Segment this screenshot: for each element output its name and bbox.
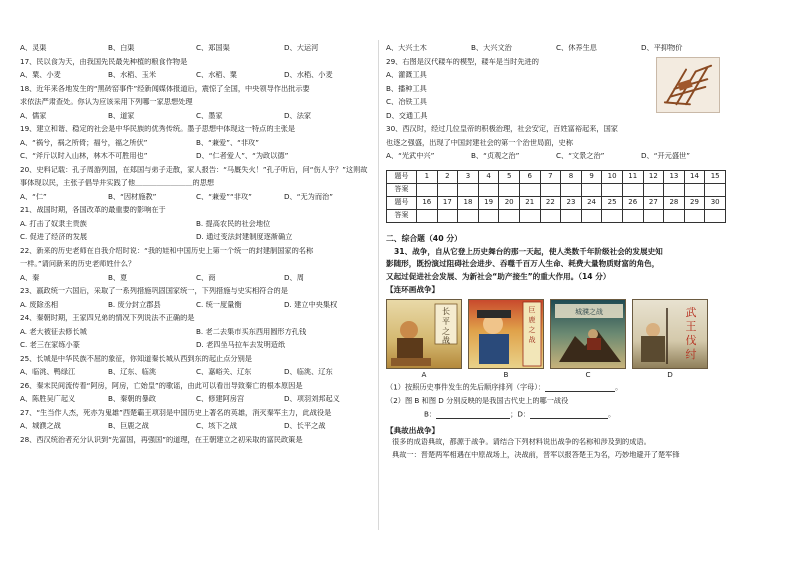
answer-cell[interactable] [417, 209, 438, 222]
table-row [387, 183, 726, 196]
answer-options [20, 112, 372, 126]
comic-label-c: C [585, 370, 591, 379]
answer-option[interactable]: C、垓下之战 [196, 422, 237, 430]
answer-table [386, 170, 726, 223]
question-line: 21、战国时期，各国改革的最重要的影响在于 [20, 206, 166, 214]
answer-option[interactable]: D. 建立中央集权 [284, 300, 338, 309]
question-number-cell: 4 [478, 170, 499, 183]
question-line: 30、西汉时，经过几位皇帝的积极治理，社会安定，百姓富裕起来，国家 [386, 125, 618, 133]
question-number-cell: 20 [499, 196, 520, 209]
answer-options [20, 422, 372, 436]
question-number-cell: 6 [519, 170, 540, 183]
answer-option[interactable]: A、“祸兮，祸之所倚；福兮，福之所伏” [20, 138, 148, 147]
answer-option[interactable]: B、道家 [108, 111, 135, 120]
answer-options [20, 274, 372, 288]
answer-options [20, 193, 372, 207]
question-line: 一样。”请问新来的历史老师姓什么？ [20, 260, 136, 268]
seed-drill-model-image [656, 57, 720, 113]
question-number-cell: 27 [643, 196, 664, 209]
answer-option[interactable]: C、郑国渠 [196, 44, 230, 52]
question-number-cell: 29 [684, 196, 705, 209]
svg-text:战: 战 [442, 336, 450, 345]
answer-option[interactable]: B、“贞观之治” [471, 152, 520, 160]
answer-options [386, 44, 726, 58]
answer-option[interactable]: C、“兼爱”“非攻” [196, 192, 252, 201]
answer-option[interactable]: A、粟、小麦 [20, 71, 61, 79]
answer-option[interactable]: B、“因材施教” [108, 192, 157, 201]
question-line: 23、嬴政统一六国后，采取了一系列措施巩固国家统一，下列措施与史实相符合的是 [20, 287, 288, 295]
answer-options [20, 395, 372, 409]
question-line: 18、近年来各地发生的“黑砖窑事件”经新闻媒体报道后，震惊了全国，中央领导作出批示要 [20, 84, 310, 93]
answer-options [386, 152, 726, 166]
answer-blank-b[interactable] [436, 410, 510, 419]
svg-text:纣: 纣 [685, 348, 697, 361]
question-number-cell: 14 [684, 170, 705, 183]
answer-cell[interactable] [643, 209, 664, 222]
answer-option[interactable]: C、水稻、粟 [196, 71, 237, 79]
answer-cell[interactable] [417, 183, 438, 196]
question-line: 28、西汉统治者充分认识到“先富国，再强国”的道理，在王朝建立之初采取的富民政策是 [20, 435, 303, 444]
answer-option[interactable]: D. 通过变法封建制度逐渐确立 [196, 233, 293, 241]
svg-text:之: 之 [528, 326, 536, 334]
answer-option[interactable]: D、“开元盛世” [641, 152, 690, 160]
question-number-cell: 19 [478, 196, 499, 209]
answer-option[interactable]: D、项羽刘邦起义 [284, 395, 340, 403]
answer-option[interactable]: B、辽东、临洮 [108, 368, 157, 376]
answer-cell[interactable] [643, 183, 664, 196]
answer-cell[interactable] [540, 209, 561, 222]
answer-cell[interactable] [437, 183, 458, 196]
answer-cell[interactable] [602, 183, 623, 196]
answer-cell[interactable] [622, 209, 643, 222]
answer-cell[interactable] [664, 209, 685, 222]
answer-option[interactable]: B、“兼爱”、“非攻” [196, 138, 259, 147]
question-number-cell: 25 [602, 196, 623, 209]
question-line: 27、“生当作人杰，死亦为鬼雄”西楚霸王项羽是中国历史上著名的英雄，消灭秦军主力，此战役是 [20, 408, 332, 417]
answer-option[interactable]: A、灵渠 [20, 44, 47, 52]
svg-text:平: 平 [442, 317, 450, 326]
table-row [387, 196, 726, 209]
question-number-cell: 9 [581, 170, 602, 183]
comic-heading: 【连环画战争】 [386, 285, 440, 294]
answer-options [20, 328, 372, 342]
answer-cell[interactable] [581, 183, 602, 196]
idiom-heading: 【典故出战争】 [386, 425, 440, 435]
answer-options [20, 71, 372, 85]
answer-option[interactable]: A、“仁” [20, 192, 47, 201]
answer-option[interactable]: D、平抑物价 [641, 44, 683, 52]
answer-option[interactable]: A、大兴土木 [386, 44, 427, 52]
answer-cell[interactable] [561, 209, 582, 222]
answer-option[interactable]: D、“无为而治” [284, 192, 333, 201]
answer-option[interactable]: D、法家 [284, 111, 312, 120]
idiom-intro: 很多的成语典故，都源于战争。请结合下列材料说出战争的名称和涉及到的成语。 [392, 437, 651, 446]
question-line: 24、秦朝时期，王家四兄弟的情况下列说法不正确的是 [20, 314, 195, 322]
comic-cover-a [386, 299, 462, 369]
answer-option[interactable]: C、墨家 [196, 111, 223, 120]
answer-options [20, 233, 372, 247]
question-number-cell: 12 [643, 170, 664, 183]
answer-cell[interactable] [458, 183, 479, 196]
answer-option[interactable]: D、长平之战 [284, 422, 326, 430]
answer-option[interactable]: A、临洮、鸭绿江 [20, 368, 76, 376]
answer-blank-1[interactable] [545, 383, 615, 392]
answer-options [20, 139, 372, 153]
question-number-cell: 1 [417, 170, 438, 183]
answer-options [20, 341, 372, 355]
question-line: B、播种工具 [386, 84, 427, 93]
question-number-cell: 3 [458, 170, 479, 183]
question-31-line: 又起过促进社会发展、为新社会“助产接生”的重大作用。（14 分） [386, 271, 611, 281]
answer-option[interactable]: C. 老三在家练小篆 [20, 341, 80, 349]
answer-options [20, 301, 372, 315]
question-31 [386, 246, 726, 284]
comic-covers [386, 299, 726, 369]
answer-blank-d[interactable] [530, 410, 608, 419]
question-line: 求依法严肃查处。你认为应该采用下列哪一家思想处理 [20, 98, 193, 106]
right-top-questions [386, 44, 726, 166]
comic-cover-c [550, 299, 626, 369]
answer-option[interactable]: A. 老大被征去修长城 [20, 327, 87, 336]
answer-option[interactable]: D、水稻、小麦 [284, 71, 333, 79]
answer-option[interactable]: A. 打击了奴隶主贵族 [20, 219, 87, 228]
answer-option[interactable]: B. 老二去集市买东西用圆形方孔钱 [196, 327, 307, 336]
answer-option[interactable]: C、嘉峪关、辽东 [196, 368, 252, 376]
answer-option[interactable]: C. 促进了经济的发展 [20, 233, 88, 241]
answer-cell[interactable] [705, 183, 726, 196]
answer-cell[interactable] [437, 209, 458, 222]
answer-option[interactable]: C、“文景之治” [556, 152, 605, 160]
sub-question-1: （1）按照历史事件发生的先后顺序排列（字母）： 。 [386, 383, 623, 392]
question-number-cell: 2 [437, 170, 458, 183]
answer-option[interactable]: A、秦 [20, 273, 40, 282]
svg-text:战: 战 [528, 336, 536, 344]
answer-cell[interactable] [561, 183, 582, 196]
svg-text:巨: 巨 [528, 306, 536, 314]
answer-option[interactable]: C、商 [196, 273, 216, 282]
comic-label-a: A [421, 370, 427, 379]
sub-question-1-text: （1）按照历史事件发生的先后顺序排列（字母）： [386, 383, 546, 392]
question-31-line: 影随形，既扮演过阻碍社会进步、吞噬千百万人生命、耗费大量物质财富的角色， [386, 259, 660, 268]
answer-option[interactable]: D、大运河 [284, 44, 319, 52]
answer-cell[interactable] [458, 209, 479, 222]
answer-option[interactable]: A. 废除丞相 [20, 300, 59, 309]
question-line: C、冶铁工具 [386, 98, 427, 106]
answer-option[interactable]: A、“光武中兴” [386, 152, 435, 160]
question-line: 25、长城是中华民族不屈的象征，你知道秦长城从西到东的起止点分别是 [20, 354, 252, 363]
answer-cell[interactable] [519, 183, 540, 196]
question-line: 20、史料记载：孔子周游列国，在郑国与弟子走散，家人报告：“马厩失火！”孔子听后，问“伤人乎？”这则故 [20, 165, 368, 174]
question-number-cell: 26 [622, 196, 643, 209]
question-31-line: 31、战争，自从它登上历史舞台的那一天起，使人类数千年阶级社会的发展史知 [394, 246, 663, 256]
question-number-cell: 11 [622, 170, 643, 183]
question-line: 22、新来的历史老师在自我介绍时说：“我的娃和中国历史上第一个统一的封建制国家的名称 [20, 246, 314, 255]
answer-option[interactable]: C、“斧斤以时入山林，林木不可胜用也” [20, 152, 148, 160]
table-row [387, 209, 726, 222]
answer-option[interactable]: A、儒家 [20, 111, 47, 120]
table-row [387, 170, 726, 183]
left-column [20, 44, 372, 449]
answer-option[interactable]: A、陈胜吴广起义 [20, 395, 76, 403]
svg-text:之: 之 [442, 327, 450, 336]
question-number-cell: 21 [519, 196, 540, 209]
comic-cover-title: 长 [442, 307, 450, 316]
comic-cover-d [632, 299, 708, 369]
answer-option[interactable]: D、周 [284, 273, 304, 282]
answer-cell[interactable] [478, 209, 499, 222]
answer-cell[interactable] [664, 183, 685, 196]
svg-text:鹿: 鹿 [528, 316, 536, 324]
answer-option[interactable]: B. 废分封立郡县 [108, 300, 161, 309]
answer-cell[interactable] [622, 183, 643, 196]
svg-text:伐: 伐 [685, 334, 697, 347]
answer-option[interactable]: B、巨鹿之战 [108, 422, 149, 430]
question-number-cell: 16 [417, 196, 438, 209]
question-line: A、灌溉工具 [386, 71, 427, 79]
table-header-cell: 题号 [387, 196, 417, 209]
table-header-cell: 题号 [387, 170, 417, 183]
answer-option[interactable]: D、临洮、辽东 [284, 368, 333, 376]
question-number-cell: 13 [664, 170, 685, 183]
question-line: D、交通工具 [386, 111, 428, 120]
answer-option[interactable]: D、“仁者爱人”、“为政以德” [196, 152, 289, 160]
table-header-cell: 答案 [387, 209, 417, 222]
answer-cell[interactable] [478, 183, 499, 196]
question-line: 26、秦末民间流传着“阿房，阿房，亡始皇”的歌谣，由此可以看出导致秦亡的根本原因是 [20, 381, 303, 390]
question-line: 也逐之强盛，出现了中国封建社会的第一个治世局面，史称 [386, 138, 573, 147]
table-header-cell: 答案 [387, 183, 417, 196]
question-line: 事体现以民，主张子倡导并实践了他＿＿＿＿＿＿＿＿的思想 [20, 179, 215, 187]
question-number-cell: 15 [705, 170, 726, 183]
right-column [386, 44, 726, 465]
answer-option[interactable]: B. 提高农民的社会地位 [196, 219, 271, 228]
idiom-story-1: 典故一：晋楚两军相遇在中原战场上，决战前，晋军以报答楚王为名，巧妙地避开了楚军锋 [392, 451, 680, 459]
question-line: 19、建立和谐、稳定的社会是中华民族的优秀传统。墨子思想中体现这一特点的主张是 [20, 125, 296, 133]
question-line: 17、民以食为天，由我国先民最先种植的粮食作物是 [20, 57, 188, 66]
question-number-cell: 18 [458, 196, 479, 209]
answer-option[interactable]: B、水稻、玉米 [108, 71, 157, 79]
question-number-cell: 8 [561, 170, 582, 183]
answer-cell[interactable] [602, 209, 623, 222]
comic-label-d: D [667, 370, 673, 379]
answer-cell[interactable] [499, 183, 520, 196]
answer-cell[interactable] [684, 209, 705, 222]
answer-options [20, 220, 372, 234]
svg-text:城濮之战: 城濮之战 [575, 308, 603, 316]
answer-option[interactable]: C、休养生息 [556, 44, 597, 52]
sub-question-2-answers: B： ；D： 。 [424, 410, 616, 419]
answer-cell[interactable] [540, 183, 561, 196]
answer-cell[interactable] [705, 209, 726, 222]
question-number-cell: 28 [664, 196, 685, 209]
question-number-cell: 10 [602, 170, 623, 183]
section-title: 二、综合题（40 分） [386, 233, 462, 243]
question-number-cell: 17 [437, 196, 458, 209]
answer-cell[interactable] [581, 209, 602, 222]
column-divider [378, 40, 379, 530]
question-number-cell: 22 [540, 196, 561, 209]
sub-question-2: （2）图 B 和图 D 分别反映的是我国古代史上的哪一战役 [386, 396, 569, 405]
question-number-cell: 23 [561, 196, 582, 209]
comic-labels [386, 369, 726, 381]
answer-option[interactable]: C. 统一度量衡 [196, 300, 242, 309]
question-number-cell: 30 [705, 196, 726, 209]
svg-text:武: 武 [685, 306, 697, 319]
answer-option[interactable]: A、城濮之战 [20, 422, 61, 430]
question-number-cell: 5 [499, 170, 520, 183]
answer-cell[interactable] [519, 209, 540, 222]
answer-option[interactable]: B、秦朝的暴政 [108, 395, 157, 403]
answer-option[interactable]: B、白渠 [108, 44, 135, 52]
comic-label-b: B [503, 370, 509, 379]
answer-option[interactable]: B、大兴文治 [471, 44, 512, 52]
question-number-cell: 7 [540, 170, 561, 183]
answer-option[interactable]: B、夏 [108, 273, 128, 282]
answer-option[interactable]: D. 老四坐马拉车去发明造纸 [196, 341, 286, 349]
question-number-cell: 24 [581, 196, 602, 209]
answer-cell[interactable] [499, 209, 520, 222]
answer-options [20, 44, 372, 58]
answer-cell[interactable] [684, 183, 705, 196]
comic-cover-b [468, 299, 544, 369]
answer-options [20, 368, 372, 382]
question-line: 29、右图是汉代耧车的模型，耧车是当时先进的 [386, 57, 539, 66]
answer-option[interactable]: C、修建阿房宫 [196, 395, 245, 403]
svg-text:王: 王 [685, 320, 697, 333]
answer-options [20, 152, 372, 166]
